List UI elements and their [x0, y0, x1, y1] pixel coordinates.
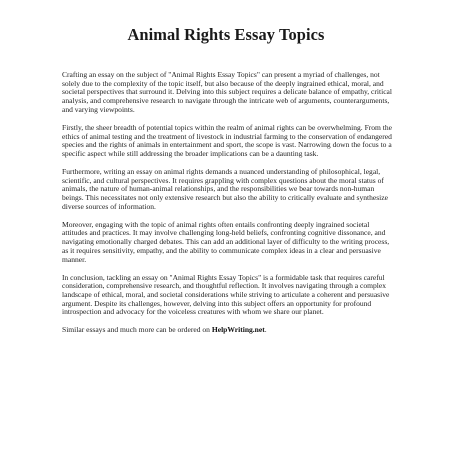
paragraph-attitudes: Moreover, engaging with the topic of animal rights often entails confronting deeply ingrained societal attitudes and practices. It may involve challenging long-held beliefs, confronting cognitive dissonance, and navigating emotionally charged debates. This can add an additional layer of difficulty to the writing process, as it requires sensitivity, empathy, and the ability to communicate complex ideas in a clear and persuasive manner.: [62, 219, 390, 264]
document-body: [62, 71, 395, 335]
closing-suffix: .: [264, 325, 267, 335]
paragraph-perspectives: Furthermore, writing an essay on animal rights demands a nuanced understanding of philosophical, legal, scientific, and cultural perspectives. It requires grappling with complex questions about the moral status of animals, the nature of human-animal relationships, and the responsibilities we bear towards non-human beings. This necessitates not only extensive research but also the ability to critically evaluate and synthesize diverse sources of information.: [62, 166, 388, 211]
site-link[interactable]: HelpWriting.net: [211, 325, 265, 335]
paragraph-intro: Crafting an essay on the subject of "Animal Rights Essay Topics" can present a myriad of challenges, not solely due to the complexity of the topic itself, but also because of the deeply ingrained ethical, moral, and societal perspectives that surround it. Delving into this subject requires a delicate balance of empathy, critical analysis, and comprehensive research to navigate through the intricate web of arguments, counterarguments, and varying viewpoints.: [62, 70, 392, 114]
document-title: Animal Rights Essay Topics: [127, 25, 325, 44]
closing-line: [62, 326, 395, 335]
paragraph-conclusion: In conclusion, tackling an essay on "Animal Rights Essay Topics" is a formidable task that requires careful consideration, comprehensive research, and thoughtful reflection. It involves navigating through a complex landscape of ethical, moral, and societal considerations while striving to articulate a coherent and persuasive argument. Despite its challenges, however, delving into this subject offers an opportunity for profound introspection and advocacy for the voiceless creatures with whom we share our planet.: [62, 272, 390, 317]
closing-prefix: Similar essays and much more can be ordered on: [62, 325, 212, 335]
paragraph-breadth: Firstly, the sheer breadth of potential topics within the realm of animal rights can be overwhelming. From the ethics of animal testing and the treatment of livestock in industrial farming to the conservation of endangered species and the rights of animals in entertainment and sport, the scope is vast. Narrowing down the focus to a specific aspect while still addressing the broader implications can be a daunting task.: [62, 122, 393, 158]
